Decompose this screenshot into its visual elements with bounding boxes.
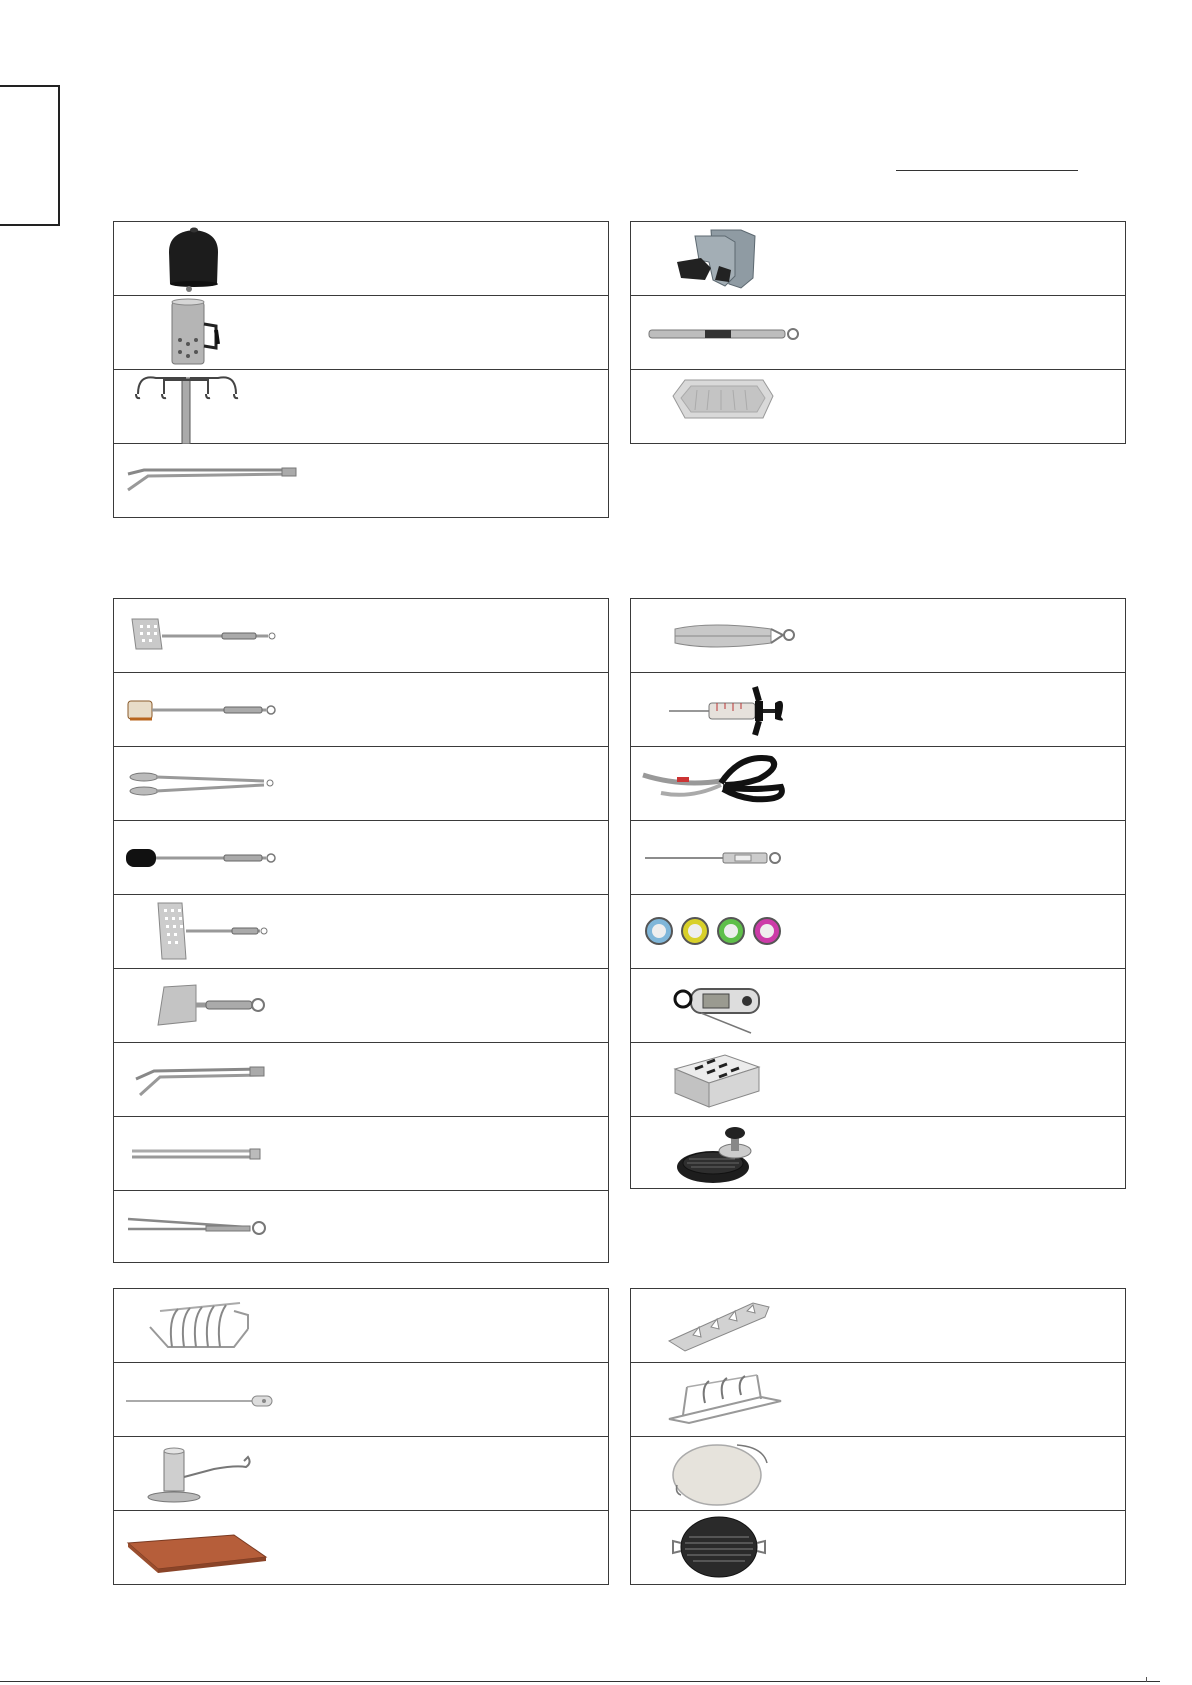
straight-tongs-icon <box>130 1117 270 1191</box>
table-row <box>114 1289 608 1363</box>
basting-brush-icon <box>124 821 284 895</box>
table-row <box>114 1043 608 1117</box>
table-row <box>114 1191 608 1265</box>
tool-hanger-icon <box>134 370 244 444</box>
rib-rack-icon <box>144 1289 264 1363</box>
pepper-roaster-icon <box>665 1289 785 1363</box>
side-tab <box>0 85 60 226</box>
table-row <box>631 370 1125 444</box>
grill-brush-icon <box>126 673 286 747</box>
table-row <box>114 296 608 370</box>
table-row <box>631 895 1125 969</box>
bbq-gloves-icon <box>671 222 771 296</box>
table-row <box>114 1363 608 1437</box>
grill-tongs-icon <box>132 1043 272 1117</box>
table-row <box>114 1117 608 1191</box>
digital-thermometer-icon <box>671 969 791 1043</box>
footer-tick <box>1146 1677 1147 1682</box>
table-row <box>631 1511 1125 1585</box>
table-row <box>631 296 1125 370</box>
accessory-table-1-left <box>113 221 609 518</box>
accessory-table-2-left <box>113 598 609 1263</box>
lighter-rod-icon <box>647 296 807 370</box>
table-row <box>631 821 1125 895</box>
burger-press-icon <box>671 1117 781 1191</box>
perforated-spatula-icon <box>128 599 288 673</box>
table-row <box>631 747 1125 821</box>
tweezer-tongs-icon <box>126 1191 286 1265</box>
table-row <box>631 673 1125 747</box>
scraper-icon <box>156 969 276 1043</box>
meat-thermometers-set-icon <box>641 895 801 969</box>
smoker-box-icon <box>669 1043 779 1117</box>
table-row <box>631 599 1125 673</box>
cedar-plank-icon <box>126 1511 286 1585</box>
table-row <box>114 821 608 895</box>
table-row <box>114 673 608 747</box>
long-tongs-icon <box>122 444 302 518</box>
accessory-table-1-right <box>630 221 1126 444</box>
table-row <box>114 895 608 969</box>
marinade-injector-icon <box>667 673 807 747</box>
bbq-cover-icon <box>154 222 234 296</box>
table-row <box>631 1289 1125 1363</box>
table-row <box>631 1117 1125 1191</box>
table-row <box>114 222 608 296</box>
skewer-icon <box>124 1363 284 1437</box>
table-row <box>114 1437 608 1511</box>
table-row <box>631 969 1125 1043</box>
aluminium-tray-icon <box>667 370 777 444</box>
table-row <box>631 1437 1125 1511</box>
fish-clamp-icon <box>671 599 811 673</box>
table-row <box>631 1363 1125 1437</box>
probe-thermometer-icon <box>643 821 803 895</box>
chicken-roaster-icon <box>144 1437 264 1511</box>
cast-iron-plate-icon <box>671 1511 781 1585</box>
chimney-starter-icon <box>154 296 244 370</box>
table-row <box>114 444 608 518</box>
table-row <box>114 599 608 673</box>
accessory-table-3-right <box>630 1288 1126 1585</box>
poultry-shears-icon <box>641 747 801 821</box>
fish-spatula-icon <box>152 895 272 969</box>
footer-rule <box>0 1681 1160 1682</box>
serving-tongs-icon <box>128 747 288 821</box>
table-row <box>114 370 608 444</box>
pizza-stone-icon <box>667 1437 787 1511</box>
accessory-table-2-right <box>630 598 1126 1189</box>
table-row <box>631 1043 1125 1117</box>
table-row <box>114 1511 608 1585</box>
kebab-rack-icon <box>665 1363 795 1437</box>
table-row <box>114 747 608 821</box>
table-row <box>114 969 608 1043</box>
header-rule <box>896 170 1078 171</box>
table-row <box>631 222 1125 296</box>
accessory-table-3-left <box>113 1288 609 1585</box>
